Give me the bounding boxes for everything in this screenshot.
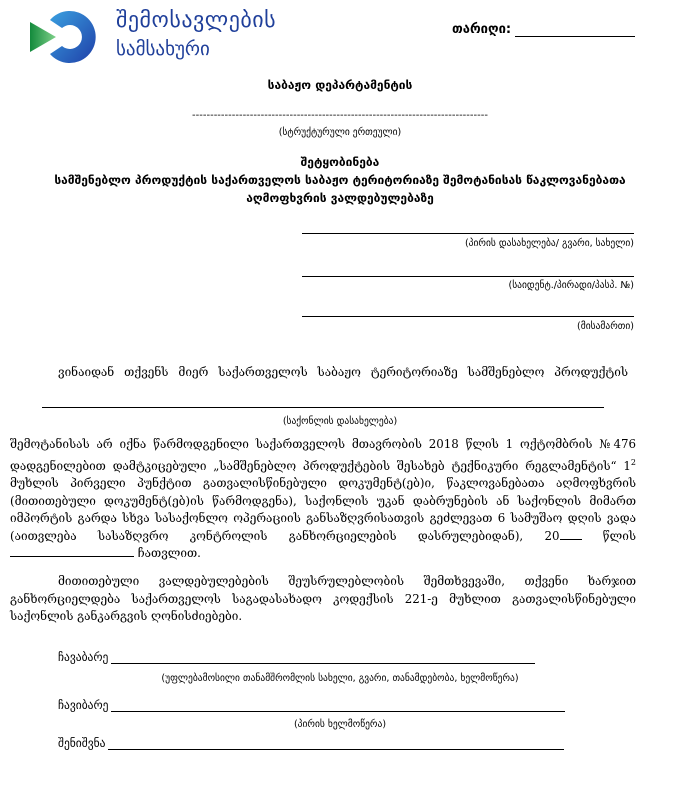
received-caption: (პირის ხელმოწერა) [293, 719, 387, 730]
notice-subtitle-line1: სამშენებლო პროდუქტის საქართველოს საბაჟო ტერიტორიაზე შემოტანისას წაკლოვანებათა [54, 173, 626, 187]
date-blank[interactable] [10, 546, 134, 557]
received-row [58, 698, 565, 712]
date-input-line[interactable] [515, 24, 635, 37]
superscript: 2 [630, 457, 636, 467]
recipient-id-caption: (საიდენტ./პირადი/პასპ. №) [508, 280, 634, 291]
notice-heading: შეტყობინება [300, 155, 380, 169]
recipient-address-caption: (მისამართი) [577, 321, 634, 332]
main-paragraph: შემოტანისას არ იქნა წარმოდგენილი საქართველოს მთავრობის 2018 წლის 1 ოქტომბრის №476 დადგენილებით დამტკიცებული „სამშენებლო პროდუქტების შესახებ ტექნიკური რეგლამენტის“ $1^2$ მუხლის პირველი პუნქტით გათვალისწინებული დოკუმენტ(ებ)ი, წაკლოვანებათა აღმოფხვრის (მითითებული დოკუმენტ(ებ)ის წარმოდგენა), საქონლის უკან დაბრუნების ან საქონლის მიმართ იმპორტის გარდა სხვა სასაქონლო ოპერაციის განსაზღვრისათვის გეძლევათ 6 სამუშაო დღის ვადა (აითვლება სასაზღვრო კონტროლის განხორციელების დასრულებიდან), 20 წლის ჩათვლით. [10, 437, 637, 561]
structural-unit-caption: (სტრუქტურული ერთეული) [278, 127, 402, 138]
notice-title [0, 153, 680, 207]
brand-name-line2: სამსახური [116, 38, 210, 60]
intro-text: ვინაიდან თქვენს მიერ საქართველოს საბაჟო ტერიტორიაზე სამშენებლო პროდუქტის [58, 365, 628, 379]
recipient-name-line[interactable] [302, 233, 634, 234]
note-line[interactable] [108, 737, 564, 750]
consequences-paragraph: მითითებული ვალდებულებების შეუსრულებლობის შემთხვევაში, თქვენი ხარჯით განხორციელდება საქართველოს საგადასახადო კოდექსის 221-ე მუხლით გათვალისწინებული საქონლის განკარგვის ღონისძიებები. [10, 574, 636, 624]
received-label: ჩავიბარე [58, 698, 109, 712]
date-field [452, 22, 635, 37]
recipient-id-line[interactable] [302, 276, 634, 277]
goods-name-line[interactable] [42, 407, 604, 408]
received-line[interactable] [111, 699, 565, 712]
note-row [58, 736, 564, 750]
recipient-address-line[interactable] [302, 316, 634, 317]
handed-over-row [58, 650, 535, 664]
department-title: საბაჟო დეპარტამენტის [267, 78, 413, 92]
brand-name-line1: შემოსავლების [116, 8, 277, 33]
note-label: შენიშვნა [58, 736, 106, 750]
notice-subtitle-line2: აღმოფხვრის ვალდებულებაზე [246, 191, 434, 205]
handed-over-caption: (უფლებამოსილი თანამშრომლის სახელი, გვარი, თანამდებობა, ხელმოწერა) [161, 673, 519, 684]
handed-over-label: ჩავაბარე [58, 650, 109, 664]
year-blank[interactable] [560, 529, 582, 540]
revenue-service-logo-icon [28, 6, 108, 68]
handed-over-line[interactable] [111, 651, 535, 664]
date-label: თარიღი: [452, 22, 512, 37]
recipient-name-caption: (პირის დასახელება/ გვარი, სახელი) [464, 238, 634, 249]
goods-name-caption: (საქონლის დასახელება) [282, 416, 398, 427]
structural-unit-line[interactable]: ---------------------------------------------------------------------------------- [192, 110, 488, 121]
